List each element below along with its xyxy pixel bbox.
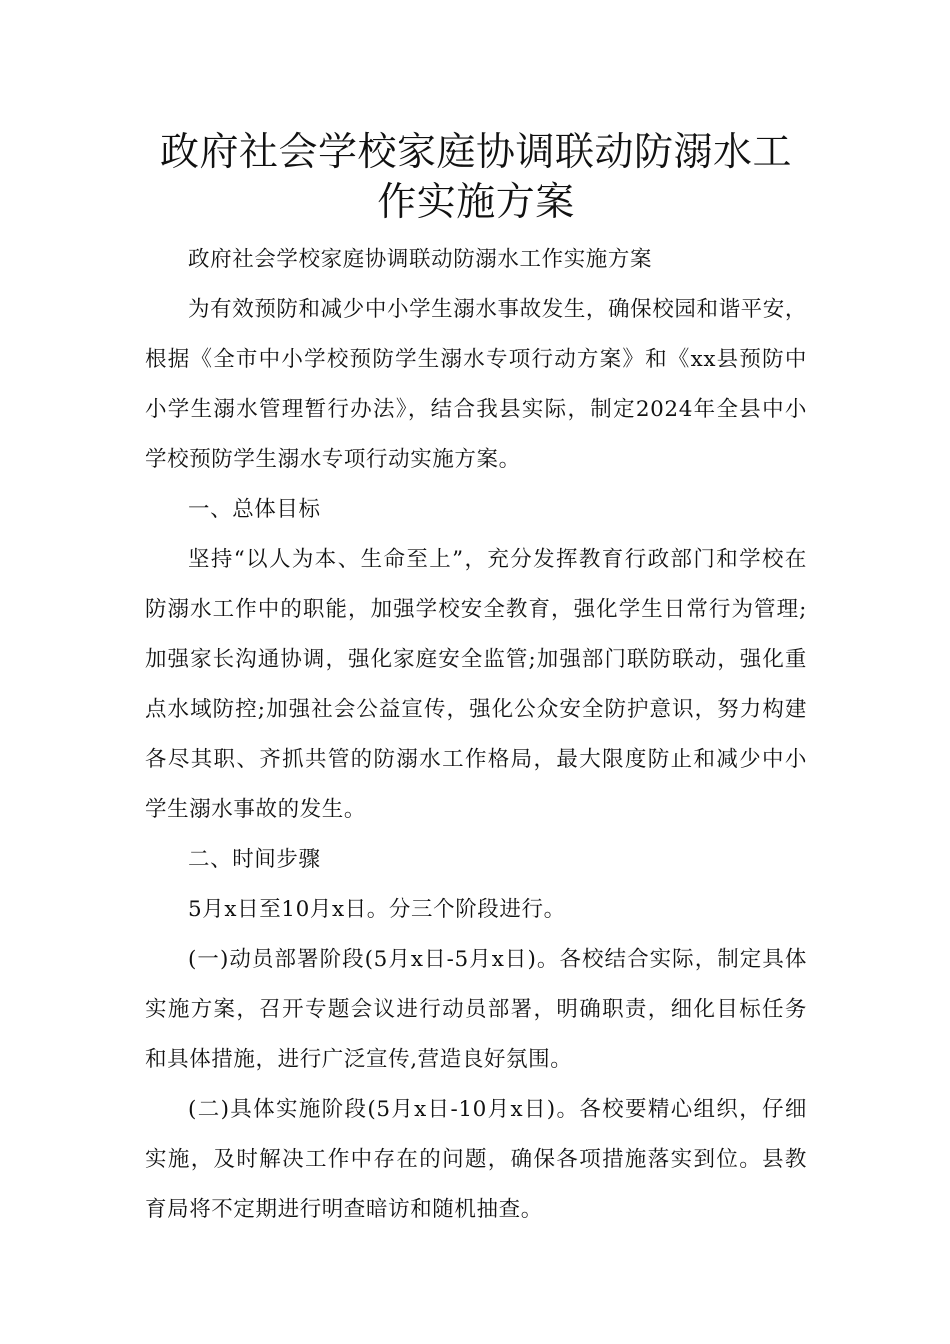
section-heading-schedule: 二、时间步骤 <box>188 847 321 872</box>
paragraph-phase-one: (一)动员部署阶段(5月x日-5月x日)。各校结合实际，制定具体实施方案，召开专题会议进行动员部署，明确职责，细化目标任务和具体措施，进行广泛宣传,营造良好氛围。 <box>145 947 807 1072</box>
paragraph-intro: 为有效预防和减少中小学生溺水事故发生，确保校园和谐平安，根据《全市中小学校预防学生溺水专项行动方案》和《xx县预防中小学生溺水管理暂行办法》，结合我县实际，制定2024年全县中小学校预防学生溺水专项行动实施方案。 <box>145 297 807 472</box>
paragraph-subtitle: 政府社会学校家庭协调联动防溺水工作实施方案 <box>188 247 653 272</box>
document-page <box>145 128 807 1235</box>
paragraph-phase-two: (二)具体实施阶段(5月x日-10月x日)。各校要精心组织，仔细实施，及时解决工作中存在的问题，确保各项措施落实到位。县教育局将不定期进行明查暗访和随机抽查。 <box>145 1097 807 1222</box>
document-title: 政府社会学校家庭协调联动防溺水工作实施方案 <box>159 130 792 225</box>
paragraph-goals: 坚持“以人为本、生命至上”，充分发挥教育行政部门和学校在防溺水工作中的职能，加强学校安全教育，强化学生日常行为管理;加强家长沟通协调，强化家庭安全监管;加强部门联防联动，强化重点水域防控;加强社会公益宣传，强化公众安全防护意识，努力构建各尽其职、齐抓共管的防溺水工作格局，最大限度防止和减少中小学生溺水事故的发生。 <box>145 547 807 822</box>
section-heading-goals: 一、总体目标 <box>188 497 321 522</box>
document-body <box>145 235 807 1235</box>
paragraph-schedule: 5月x日至10月x日。分三个阶段进行。 <box>188 897 566 922</box>
